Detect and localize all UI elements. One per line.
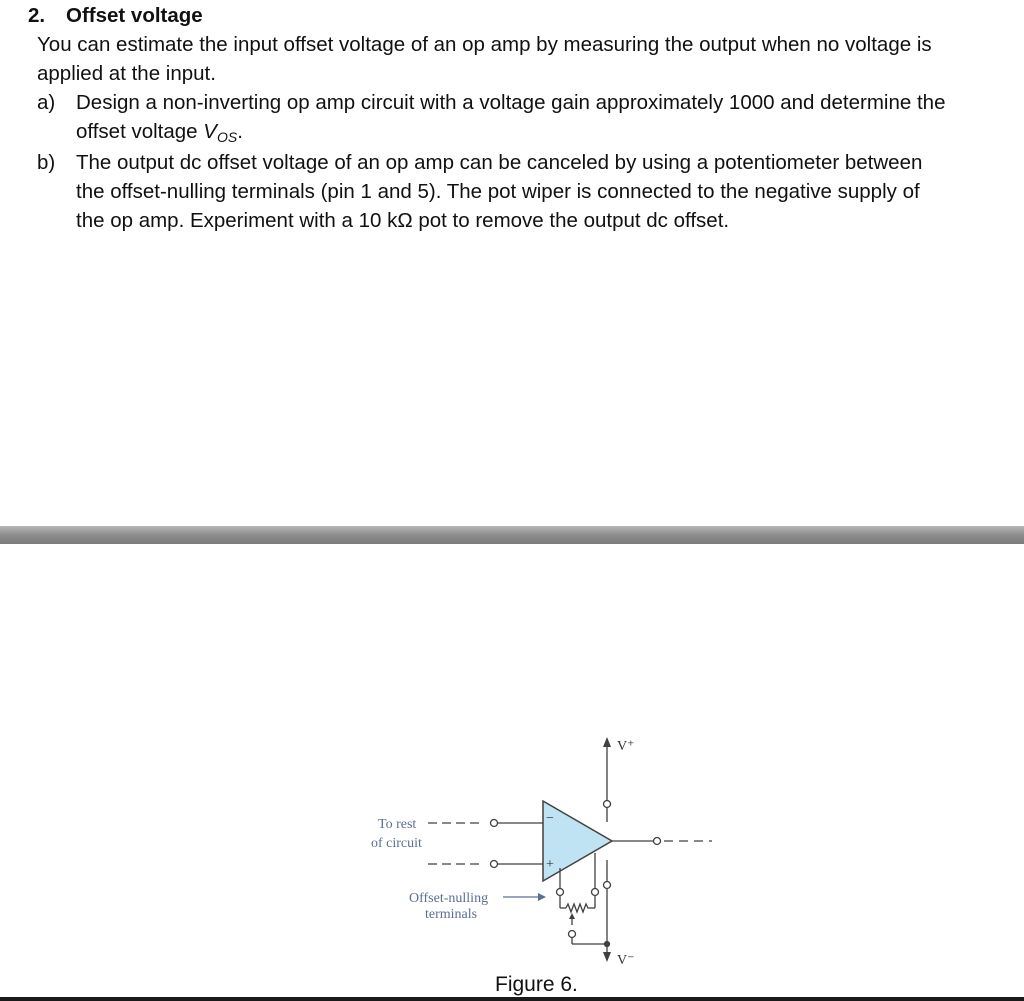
vos-symbol [203, 120, 237, 143]
offset-nulling-arrow [503, 893, 546, 901]
section-divider [0, 526, 1024, 544]
inverting-input-wire [428, 820, 543, 827]
problem-text [28, 0, 1018, 235]
part-b [28, 148, 1018, 235]
to-rest-label-2: of circuit [371, 836, 422, 851]
intro-line-1: You can estimate the input offset voltage of an op amp by measuring the output when no voltage is [37, 33, 932, 56]
potentiometer [566, 904, 590, 912]
to-rest-label-1: To rest [378, 817, 417, 832]
output-wire [612, 838, 712, 845]
problem-number: 2. [28, 4, 46, 27]
vminus-label: V⁻ [617, 953, 635, 968]
plus-sign: + [546, 857, 554, 872]
figure-caption: Figure 6. [495, 973, 578, 996]
part-a [28, 88, 1018, 148]
part-a-line-1: Design a non-inverting op amp circuit with a voltage gain approximately 1000 and determine the [76, 91, 946, 114]
part-a-label: a) [37, 91, 56, 114]
part-b-label: b) [37, 151, 56, 174]
part-b-line-2: the offset-nulling terminals (pin 1 and 5). The pot wiper is connected to the negative supply of [76, 180, 920, 203]
vos-subscript: OS [216, 129, 238, 145]
problem-intro [28, 30, 1018, 88]
op-amp-circuit-figure [0, 720, 1024, 996]
part-a-line-2 [76, 117, 1018, 148]
offset-label-2: terminals [425, 907, 478, 922]
part-a-line-2-suffix: . [237, 120, 243, 143]
part-b-line-1: The output dc offset voltage of an op amp can be canceled by using a potentiometer between [76, 151, 923, 174]
vos-main: V [203, 120, 217, 143]
minus-sign: − [546, 811, 554, 826]
part-a-line-2-prefix: offset voltage [76, 120, 204, 143]
offset-label-1: Offset-nulling [409, 891, 489, 906]
bottom-rule [0, 997, 1024, 1001]
problem-title: Offset voltage [66, 4, 203, 27]
problem-heading [28, 1, 1018, 30]
vplus-supply-wire [603, 737, 611, 822]
intro-line-2: applied at the input. [37, 62, 216, 85]
part-b-line-3: the op amp. Experiment with a 10 kΩ pot to remove the output dc offset. [76, 209, 730, 232]
noninverting-input-wire [428, 861, 543, 868]
vplus-label: V⁺ [617, 739, 635, 754]
